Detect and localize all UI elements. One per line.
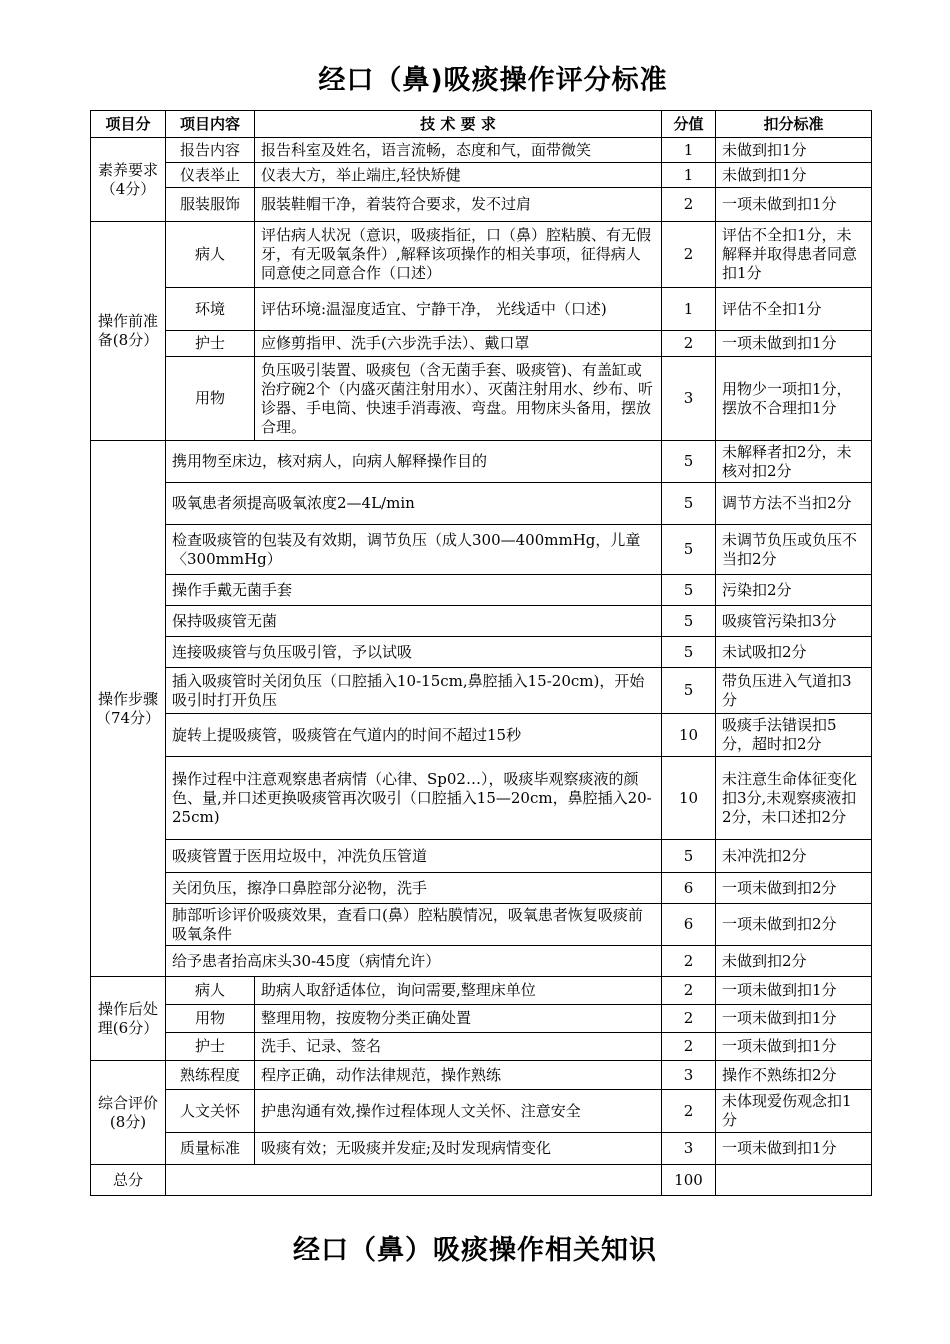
- item-cell: 病人: [166, 977, 255, 1005]
- table-row: [91, 946, 872, 977]
- deduction-cell: 未解释者扣2分，未核对扣2分: [716, 441, 872, 483]
- score-cell: 2: [662, 188, 716, 222]
- requirement-cell: 整理用物，按废物分类正确处置: [255, 1005, 662, 1033]
- item-cell: 护士: [166, 1033, 255, 1061]
- header-row: [91, 111, 872, 138]
- deduction-cell: 未做到扣1分: [716, 138, 872, 163]
- table-row: [91, 637, 872, 668]
- header-score: 分值: [662, 111, 716, 138]
- scoring-table: [90, 110, 872, 1196]
- score-cell: 6: [662, 873, 716, 904]
- item-cell: 人文关怀: [166, 1090, 255, 1133]
- deduction-cell: 污染扣2分: [716, 575, 872, 606]
- requirement-cell: 关闭负压，擦净口鼻腔部分泌物，洗手: [166, 873, 662, 904]
- score-cell: 5: [662, 606, 716, 637]
- total-deduction-cell: [716, 1165, 872, 1196]
- item-cell: 护士: [166, 331, 255, 357]
- deduction-cell: 一项未做到扣2分: [716, 904, 872, 946]
- category-cell: 操作后处理(6分）: [91, 977, 166, 1061]
- page-title: 经口（鼻)吸痰操作评分标准: [318, 65, 668, 96]
- deduction-cell: 未注意生命体征变化扣3分,未观察痰液扣2分，未口述扣2分: [716, 757, 872, 840]
- requirement-cell: 评估病人状况（意识，吸痰指征，口（鼻）腔粘膜、有无假牙，有无吸氧条件）,解释该项操作的相关事项，征得病人同意使之同意合作（口述）: [255, 222, 662, 288]
- item-cell: 环境: [166, 288, 255, 331]
- deduction-cell: 一项未做到扣2分: [716, 873, 872, 904]
- table-row: [91, 1033, 872, 1061]
- requirement-cell: 服装鞋帽干净，着装符合要求，发不过肩: [255, 188, 662, 222]
- score-cell: 2: [662, 222, 716, 288]
- table-row: [91, 668, 872, 714]
- score-cell: 1: [662, 163, 716, 188]
- requirement-cell: 肺部听诊评价吸痰效果，查看口(鼻）腔粘膜情况，吸氧患者恢复吸痰前吸氧条件: [166, 904, 662, 946]
- deduction-cell: 一项未做到扣1分: [716, 1033, 872, 1061]
- requirement-cell: 报告科室及姓名，语言流畅，态度和气，面带微笑: [255, 138, 662, 163]
- table-row: [91, 977, 872, 1005]
- deduction-cell: 评估不全扣1分，未解释并取得患者同意扣1分: [716, 222, 872, 288]
- requirement-cell: 助病人取舒适体位，询问需要,整理床单位: [255, 977, 662, 1005]
- score-cell: 2: [662, 1033, 716, 1061]
- table-row: [91, 222, 872, 288]
- requirement-cell: 吸氧患者须提高吸氧浓度2—4L/min: [166, 483, 662, 525]
- requirement-cell: 应修剪指甲、洗手(六步洗手法）、戴口罩: [255, 331, 662, 357]
- deduction-cell: 用物少一项扣1分，摆放不合理扣1分: [716, 357, 872, 441]
- score-cell: 5: [662, 575, 716, 606]
- score-cell: 1: [662, 138, 716, 163]
- table-row: [91, 525, 872, 575]
- table-row: [91, 1133, 872, 1165]
- requirement-cell: 程序正确，动作法律规范，操作熟练: [255, 1061, 662, 1090]
- table-row: [91, 163, 872, 188]
- requirement-cell: 携用物至床边，核对病人，向病人解释操作目的: [166, 441, 662, 483]
- deduction-cell: 一项未做到扣1分: [716, 188, 872, 222]
- score-cell: 2: [662, 977, 716, 1005]
- item-cell: 仪表举止: [166, 163, 255, 188]
- score-cell: 3: [662, 357, 716, 441]
- category-cell: 素养要求（4分）: [91, 138, 166, 222]
- table-row: [91, 483, 872, 525]
- requirement-cell: 连接吸痰管与负压吸引管，予以试吸: [166, 637, 662, 668]
- item-cell: 熟练程度: [166, 1061, 255, 1090]
- table-row: [91, 138, 872, 163]
- deduction-cell: 未做到扣2分: [716, 946, 872, 977]
- total-score: 100: [662, 1165, 716, 1196]
- requirement-cell: 检查吸痰管的包装及有效期，调节负压（成人300—400mmHg，儿童〈300mmHg）: [166, 525, 662, 575]
- deduction-cell: 吸痰管污染扣3分: [716, 606, 872, 637]
- deduction-cell: 操作不熟练扣2分: [716, 1061, 872, 1090]
- deduction-cell: 一项未做到扣1分: [716, 977, 872, 1005]
- item-cell: 服装服饰: [166, 188, 255, 222]
- section-title: 经口（鼻）吸痰操作相关知识: [293, 1235, 657, 1266]
- score-cell: 3: [662, 1133, 716, 1165]
- table-row: [91, 1090, 872, 1133]
- deduction-cell: 一项未做到扣1分: [716, 331, 872, 357]
- requirement-cell: 插入吸痰管时关闭负压（口腔插入10-15cm,鼻腔插入15-20cm)，开始吸引时打开负压: [166, 668, 662, 714]
- requirement-cell: 护患沟通有效,操作过程体现人文关怀、注意安全: [255, 1090, 662, 1133]
- deduction-cell: 吸痰手法错误扣5分，超时扣2分: [716, 714, 872, 757]
- score-cell: 2: [662, 1005, 716, 1033]
- table-row: [91, 757, 872, 840]
- table-row: [91, 606, 872, 637]
- header-content: 项目内容: [166, 111, 255, 138]
- deduction-cell: 一项未做到扣1分: [716, 1133, 872, 1165]
- score-cell: 5: [662, 441, 716, 483]
- total-label: 总分: [91, 1165, 166, 1196]
- requirement-cell: 吸痰管置于医用垃圾中，冲洗负压管道: [166, 840, 662, 873]
- category-cell: 操作前准备(8分）: [91, 222, 166, 441]
- requirement-cell: 洗手、记录、签名: [255, 1033, 662, 1061]
- deduction-cell: 一项未做到扣1分: [716, 1005, 872, 1033]
- requirement-cell: 旋转上提吸痰管，吸痰管在气道内的时间不超过15秒: [166, 714, 662, 757]
- deduction-cell: 带负压进入气道扣3分: [716, 668, 872, 714]
- score-cell: 10: [662, 714, 716, 757]
- item-cell: 病人: [166, 222, 255, 288]
- category-cell: 综合评价(8分): [91, 1061, 166, 1165]
- deduction-cell: 未做到扣1分: [716, 163, 872, 188]
- deduction-cell: 评估不全扣1分: [716, 288, 872, 331]
- requirement-cell: 保持吸痰管无菌: [166, 606, 662, 637]
- item-cell: 用物: [166, 1005, 255, 1033]
- requirement-cell: 给予患者抬高床头30-45度（病情允许）: [166, 946, 662, 977]
- table-row: [91, 188, 872, 222]
- table-row: [91, 714, 872, 757]
- total-row: [91, 1165, 872, 1196]
- table-row: [91, 575, 872, 606]
- table-row: [91, 441, 872, 483]
- requirement-cell: 操作过程中注意观察患者病情（心律、Sp02…），吸痰毕观察痰液的颜色、量,并口述更换吸痰管再次吸引（口腔插入15—20cm，鼻腔插入20-25cm): [166, 757, 662, 840]
- header-deduction: 扣分标准: [716, 111, 872, 138]
- requirement-cell: 评估环境:温湿度适宜、宁静干净， 光线适中（口述): [255, 288, 662, 331]
- score-cell: 5: [662, 637, 716, 668]
- score-cell: 10: [662, 757, 716, 840]
- table-row: [91, 904, 872, 946]
- requirement-cell: 吸痰有效；无吸痰并发症;及时发现病情变化: [255, 1133, 662, 1165]
- item-cell: 报告内容: [166, 138, 255, 163]
- table-row: [91, 1005, 872, 1033]
- table-row: [91, 288, 872, 331]
- requirement-cell: 仪表大方，举止端庄,轻快矫健: [255, 163, 662, 188]
- deduction-cell: 未体现爱伤观念扣1分: [716, 1090, 872, 1133]
- score-cell: 2: [662, 331, 716, 357]
- category-cell: 操作步骤（74分）: [91, 441, 166, 977]
- score-cell: 5: [662, 840, 716, 873]
- deduction-cell: 未调节负压或负压不当扣2分: [716, 525, 872, 575]
- score-cell: 2: [662, 946, 716, 977]
- header-category: 项目分: [91, 111, 166, 138]
- score-cell: 5: [662, 668, 716, 714]
- deduction-cell: 未冲洗扣2分: [716, 840, 872, 873]
- total-empty-cell: [166, 1165, 662, 1196]
- item-cell: 质量标准: [166, 1133, 255, 1165]
- score-cell: 2: [662, 1090, 716, 1133]
- table-row: [91, 873, 872, 904]
- deduction-cell: 未试吸扣2分: [716, 637, 872, 668]
- requirement-cell: 操作手戴无菌手套: [166, 575, 662, 606]
- deduction-cell: 调节方法不当扣2分: [716, 483, 872, 525]
- score-cell: 5: [662, 483, 716, 525]
- requirement-cell: 负压吸引装置、吸痰包（含无菌手套、吸痰管)、有盖缸或治疗碗2个（内盛灭菌注射用水）、灭菌注射用水、纱布、听诊器、手电筒、快速手消毒液、弯盘。用物床头备用，摆放合理。: [255, 357, 662, 441]
- header-requirements: 技 术 要 求: [255, 111, 662, 138]
- table-row: [91, 840, 872, 873]
- score-cell: 6: [662, 904, 716, 946]
- score-cell: 1: [662, 288, 716, 331]
- table-row: [91, 331, 872, 357]
- score-cell: 5: [662, 525, 716, 575]
- table-row: [91, 357, 872, 441]
- score-cell: 3: [662, 1061, 716, 1090]
- table-row: [91, 1061, 872, 1090]
- item-cell: 用物: [166, 357, 255, 441]
